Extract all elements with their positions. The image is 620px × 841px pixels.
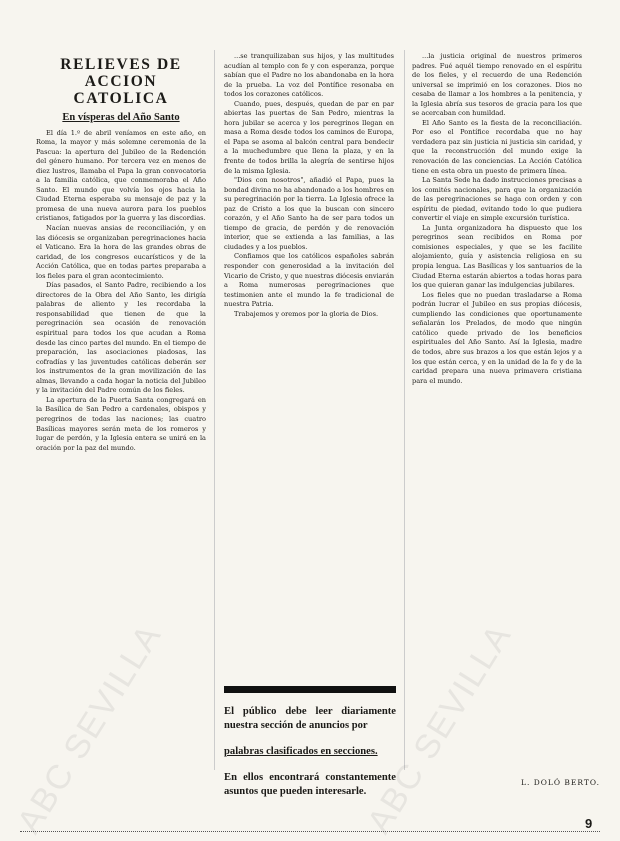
author-signature: L. DOLÓ BERTO. [520, 778, 600, 787]
paragraph: La apertura de la Puerta Santa congregará en la Basílica de San Pedro a cardenales, obispos y peregrinos de todas las naciones; las cuatro Basílicas mayores serán meta de los romeros y lugar de perdón, y la Iglesia entera se unirá en la oración por la paz del mundo. [36, 395, 206, 452]
page-number: 9 [585, 816, 593, 831]
paragraph: Trabajemos y oremos por la gloria de Dios. [234, 309, 379, 318]
column-3 [412, 52, 582, 386]
column-2 [224, 52, 394, 319]
paragraph: Los fieles que no puedan trasladarse a Roma podrán lucrar el Jubileo en sus propias diócesis, cumpliendo las condiciones que oportunamente señalarán los Prelados, de modo que ningún católico quede privado de los beneficios espirituales del Año Santo. Así la Iglesia, madre de todos, abre sus brazos a los que están lejos y a los que están cerca, y en la unidad de la fe y de la caridad prepara una nueva primavera cristiana para el mundo. [412, 290, 582, 385]
paragraph: "Dios con nosotros", añadió el Papa, pues la bondad divina no ha abandonado a los hombres en su peregrinación por la tierra. La Iglesia ofrece la paz de Cristo a los que la buscan con sincero corazón, y el Año Santo ha de ser para todos un tiempo de gracia, de perdón y de renovación interior, que se extienda a las familias, a las ciudades y a los pueblos. [224, 176, 394, 251]
notice-line: El público debe leer diariamente nuestra sección de anuncios por [224, 706, 396, 731]
article-headline: RELIEVES DE ACCION CATOLICA [60, 56, 182, 107]
paragraph: La Junta organizadora ha dispuesto que los peregrinos sean recibidos en Roma por comisiones especiales, y que se les facilite alojamiento, guía y asistencia religiosa en su propia lengua. Las Basílicas y los santuarios de la Ciudad Eterna estarán abiertos a todas horas para los que quieran ganar las indulgencias jubilares. [412, 223, 582, 290]
paragraph: El Año Santo es la fiesta de la reconciliación. Por eso el Pontífice recordaba que no hay verdadera paz sin justicia ni justicia sin caridad, y que la reconstrucción del mundo exige la renovación de las conciencias. La Acción Católica tiene en esta obra un puesto de primera línea. [412, 118, 582, 175]
notice-line: palabras clasificados en secciones. [224, 746, 378, 757]
article-subhead: En vísperas del Año Santo [62, 112, 180, 123]
paragraph: ...la justicia original de nuestros primeros padres. Fué aquél tiempo renovado en el espíritu de los fieles, y el recuerdo de una Redención universal se imprimió en los corazones. Dios no cesaba de llamar a los hombres a la penitencia, y la Iglesia abría sus tesoros de gracia para los que se acercaban con humildad. [412, 52, 582, 118]
watermark: ABC SEVILLA [10, 617, 170, 841]
paragraph: La Santa Sede ha dado instrucciones precisas a los comités nacionales, para que la organización de las peregrinaciones se haga con orden y con espíritu de piedad, evitando todo lo que pudiera convertir el viaje en simple excursión turística. [412, 176, 582, 223]
paragraph: ...se tranquilizaban sus hijos, y las multitudes acudían al templo con fe y con esperanza, porque sabían que el Padre no los abandonaba en la hora de la prueba. La voz del Pontífice resonaba en todos los corazones católicos. [224, 52, 394, 99]
column-divider [404, 50, 405, 770]
watermark: ABC SEVILLA [360, 617, 520, 841]
footer-rule [20, 831, 600, 833]
paragraph: Confiamos que los católicos españoles sabrán responder con generosidad a la invitación del Vicario de Cristo, y que nuestras diócesis enviarán a Roma numerosas peregrinaciones que testimonien ante el mundo la fe tradicional de nuestra Patria. [224, 252, 394, 309]
classified-ads-notice [224, 686, 396, 811]
paragraph: El día 1.º de abril veníamos en este año, en Roma, la mayor y más solemne ceremonia de la Pascua: la apertura del Jubileo de la Redención del género humano. Por tercera vez en menos de diez lustros, llamaba el Papa la gran convocatoria a la familia católica, que conmemoraba el Año Santo. El mundo que volvía los ojos hacia la Ciudad Eterna esperaba su mensaje de paz y la promesa de una nueva aurora para los pueblos cristianos, fatigados por la guerra y las discordias. [36, 128, 206, 223]
notice-line: En ellos encontrará constantemente asuntos que pueden interesarle. [224, 772, 396, 797]
paragraph: Cuando, pues, después, quedan de par en par abiertas las puertas de San Pedro, mientras la hora jubilar se acerca y los peregrinos llegan en masa a Roma desde todos los caminos de Europa, el Papa se asoma al balcón central para bendecir a la muchedumbre que llena la plaza, y en la frente de todos brilla la alegría de sentirse hijos de la misma Iglesia. [224, 99, 394, 175]
paragraph: Nacían nuevas ansias de reconciliación, y en las diócesis se organizaban peregrinaciones hacia el Vaticano. Era la hora de las grandes obras de caridad, de los congresos eucarísticos y de la Acción Católica, que en todas partes preparaba a los fieles para el gran acontecimiento. [36, 224, 206, 280]
column-divider [214, 50, 215, 770]
column-1 [36, 52, 206, 453]
paragraph: Días pasados, el Santo Padre, recibiendo a los directores de la Obra del Año Santo, les dirigía palabras de aliento y les recordaba la responsabilidad que tienen de que la peregrinación sea ocasión de renovación espiritual para todos los que acudan a Roma desde las cinco partes del mundo. En el tiempo de preparación, las asociaciones piadosas, las cofradías y las juventudes católicas deberán ser los instrumentos de la gran movilización de las almas, llevando a cada hogar la noticia del Jubileo y la invitación del Padre común de los fieles. [36, 281, 206, 395]
